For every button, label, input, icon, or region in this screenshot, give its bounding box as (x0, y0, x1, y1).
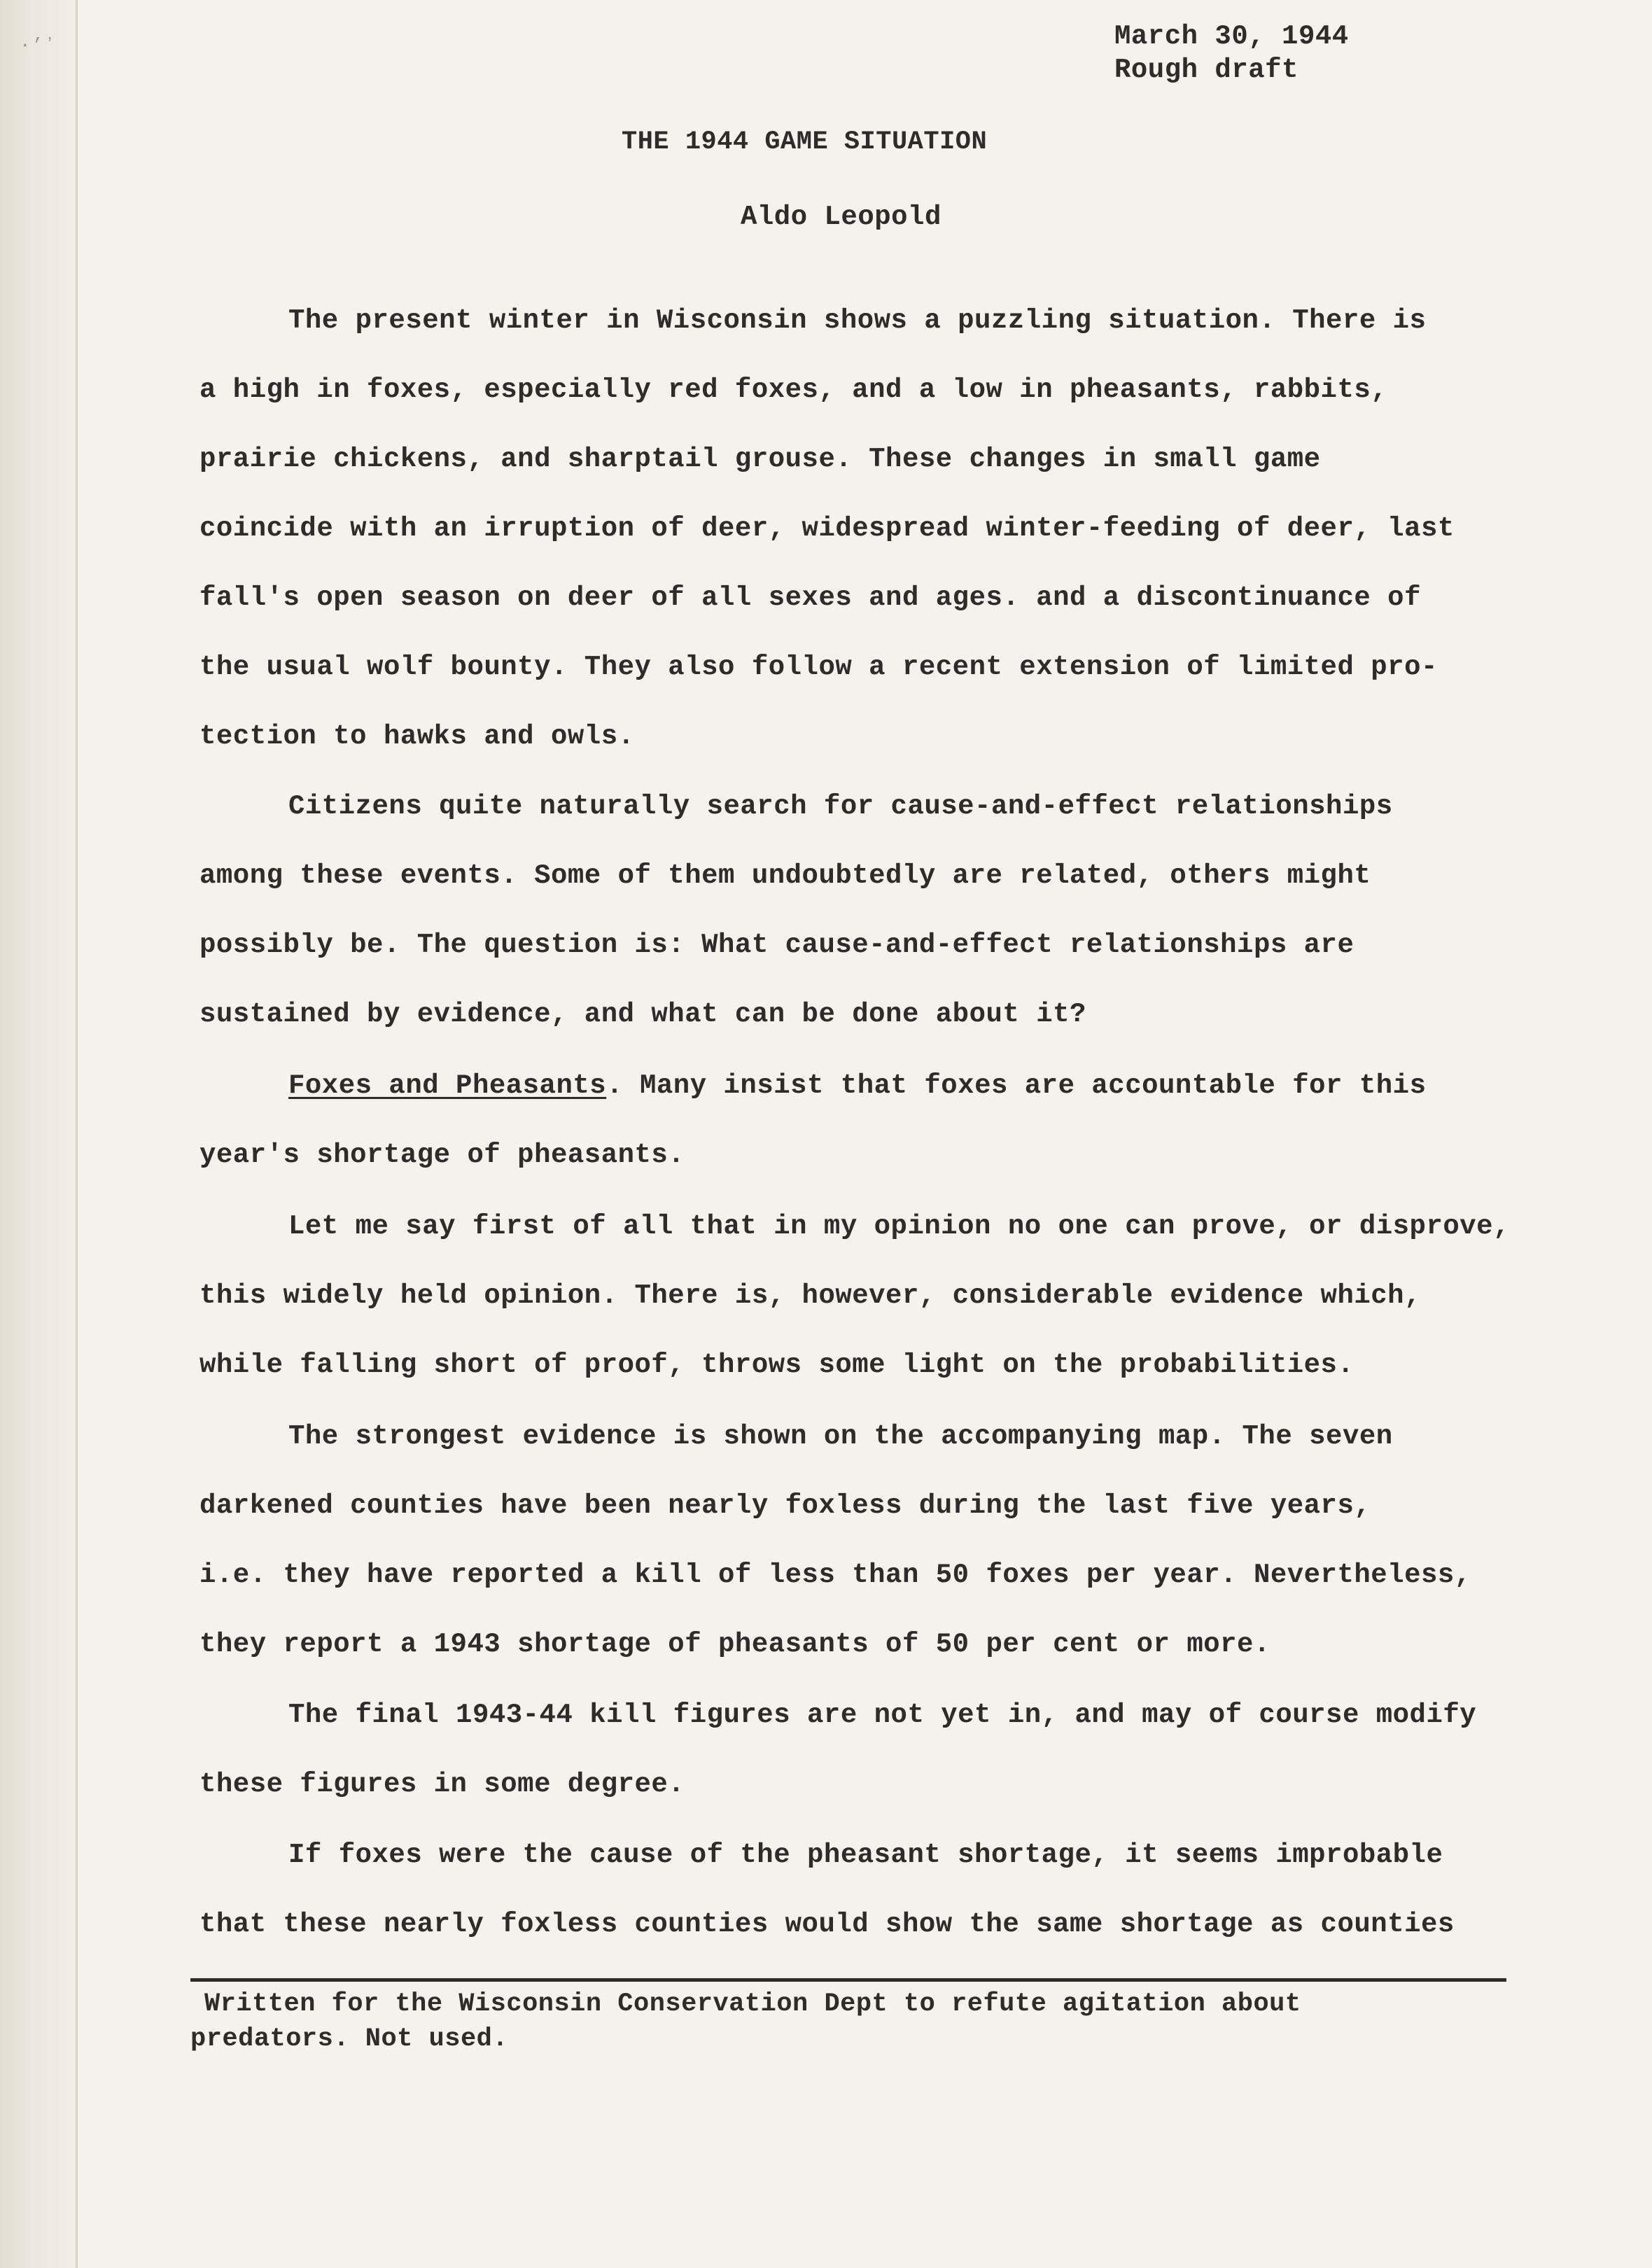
footnote-rule (190, 1978, 1506, 1982)
document-author: Aldo Leopold (741, 202, 941, 232)
header-status: Rough draft (1114, 55, 1298, 85)
footnote-line-1: Written for the Wisconsin Conservation Dept to refute agitation about (204, 1989, 1301, 2019)
body-line: this widely held opinion. There is, however, considerable evidence which, (200, 1280, 1421, 1311)
body-line: The strongest evidence is shown on the accompanying map. The seven (288, 1421, 1393, 1452)
body-line: Citizens quite naturally search for cause-and-effect relationships (288, 791, 1393, 822)
body-line: the usual wolf bounty. They also follow a recent extension of limited pro- (200, 652, 1438, 682)
document-title: THE 1944 GAME SITUATION (622, 127, 988, 157)
body-line: a high in foxes, especially red foxes, and a low in pheasants, rabbits, (200, 374, 1388, 405)
page-edge-line (76, 0, 78, 2268)
section-heading-line (288, 1070, 1426, 1101)
section-heading: Foxes and Pheasants (288, 1070, 607, 1101)
edge-mark: ·’ʼ (20, 35, 57, 56)
body-line: tection to hawks and owls. (200, 721, 635, 752)
body-line: possibly be. The question is: What cause-and-effect relationships are (200, 930, 1354, 960)
body-line: year's shortage of pheasants. (200, 1140, 685, 1170)
body-line: among these events. Some of them undoubtedly are related, others might (200, 860, 1371, 891)
header-date: March 30, 1944 (1114, 21, 1349, 52)
body-line: If foxes were the cause of the pheasant shortage, it seems improbable (288, 1840, 1443, 1870)
body-line: Let me say first of all that in my opinion no one can prove, or disprove, (288, 1211, 1510, 1242)
body-line: sustained by evidence, and what can be done about it? (200, 999, 1086, 1030)
body-line: while falling short of proof, throws some light on the probabilities. (200, 1350, 1354, 1380)
body-line: i.e. they have reported a kill of less than 50 foxes per year. Nevertheless, (200, 1560, 1471, 1590)
body-line: they report a 1943 shortage of pheasants of 50 per cent or more. (200, 1629, 1270, 1660)
page-left-edge (0, 0, 77, 2268)
body-line: prairie chickens, and sharptail grouse. These changes in small game (200, 444, 1321, 475)
body-line: The present winter in Wisconsin shows a puzzling situation. There is (288, 305, 1427, 336)
body-line: that these nearly foxless counties would show the same shortage as counties (200, 1909, 1455, 1940)
body-line: coincide with an irruption of deer, widespread winter-feeding of deer, last (200, 513, 1455, 544)
body-line: The final 1943-44 kill figures are not yet in, and may of course modify (288, 1700, 1477, 1730)
body-line: fall's open season on deer of all sexes and ages. and a discontinuance of (200, 582, 1421, 613)
body-line: darkened counties have been nearly foxless during the last five years, (200, 1490, 1371, 1521)
footnote-line-2: predators. Not used. (190, 2024, 509, 2054)
body-line: these figures in some degree. (200, 1769, 685, 1800)
body-line-continued: . Many insist that foxes are accountable for this (606, 1070, 1427, 1101)
